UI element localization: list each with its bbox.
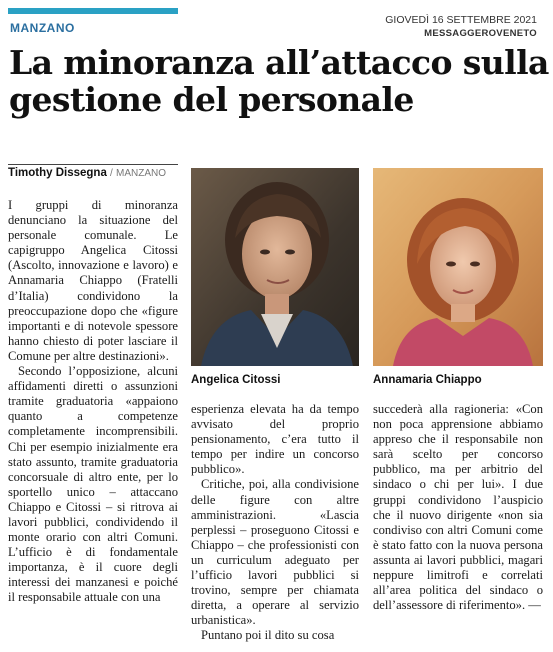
paragraph: Critiche, poi, alla condivisione delle figure con altre amministrazioni. «Lascia perplessi – proseguono Citossi e Chiappo – che professionisti con un curriculum adeguato per l’ufficio lavori pubblici si trovino, sempre per chiamata diretta, a operare al servizio urbanistica». — [191, 477, 359, 628]
photo-caption: Angelica Citossi — [191, 374, 281, 386]
publication-name: MESSAGGEROVENETO — [424, 28, 537, 39]
portrait-citossi-image — [191, 168, 359, 366]
publication-date: GIOVEDÌ 16 SETTEMBRE 2021 — [385, 14, 537, 26]
section-accent-bar — [8, 8, 178, 14]
paragraph: succederà alla ragioneria: «Con non poca apprensione abbiamo appreso che il responsabile non sarà scelto per concorso pubblico, ma per arbitrio del sindaco o chi per lui». I due gruppi condividono l’auspicio che il nuovo dirigente «non sia condiviso con altri Comuni come è stato fatto con la nuova persona assunta ai lavori pubblici, magari neppure limitrofi e correlati all’area politica del sindaco o dell’assessore di riferimento». — — [373, 402, 543, 613]
article-column-3 — [373, 402, 543, 644]
paragraph: I gruppi di minoranza denunciano la situazione del personale comunale. Le capigruppo Angelica Citossi (Ascolto, innovazione e lavoro) e Annamaria Chiappo (Fratelli d’Italia) condividono la preoccupazione dopo che «figure importanti e di notevole spessore hanno chiesto di poter lasciare il Comune per altre destinazioni». — [8, 198, 178, 363]
portrait-photo-chiappo — [373, 168, 543, 366]
byline-place: MANZANO — [116, 168, 167, 179]
author-name: Timothy Dissegna — [8, 167, 107, 179]
photo-caption: Annamaria Chiappo — [373, 374, 482, 386]
byline — [8, 167, 166, 179]
paragraph: esperienza elevata ha da tempo avvisato del proprio pensionamento, c’era tutto il tempo per indire un concorso pubblico». — [191, 402, 359, 477]
article-column-2 — [191, 402, 359, 644]
byline-divider — [8, 164, 178, 165]
publication-info — [385, 13, 537, 41]
paragraph: Secondo l’opposizione, alcuni affidamenti diretti o assunzioni tramite graduatoria «appaiono quanto a competenze completamente incomprensibili. Chi per esempio inizialmente era stato assunto, tramite graduatoria concorsuale di altro ente, per lo sportello unico – attaccano Chiappo e Citossi – si ritrova ai lavori pubblici, condividendo il monte orario con altri Comuni. L’ufficio è di fondamentale importanza, è il cuore degli interessi dei manzanesi e poiché il responsabile attuale con una — [8, 364, 178, 605]
portrait-photo-citossi — [191, 168, 359, 366]
byline-separator: / — [110, 168, 113, 179]
portrait-chiappo-image — [373, 168, 543, 366]
article-headline: La minoranza all’attacco sulla gestione del personale — [9, 43, 549, 119]
section-label: MANZANO — [10, 21, 75, 35]
article-column-1 — [8, 198, 178, 644]
paragraph: Puntano poi il dito su cosa — [201, 628, 335, 643]
